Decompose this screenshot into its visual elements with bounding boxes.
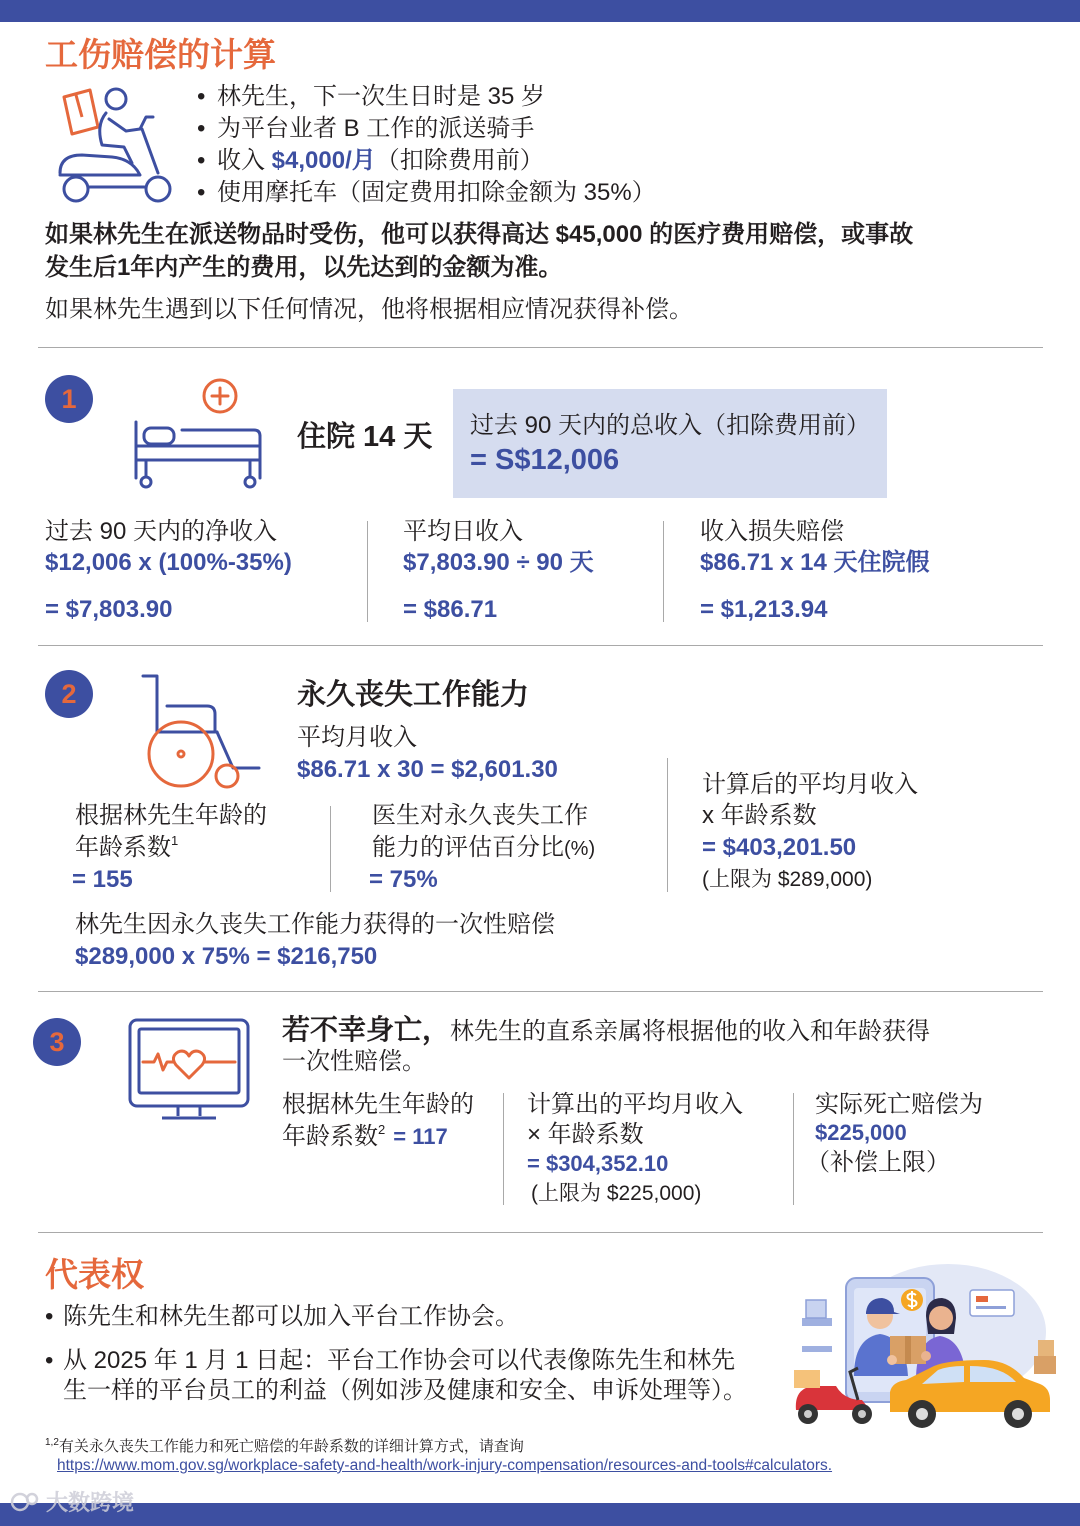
bed-shape bbox=[136, 422, 260, 487]
coin-icon bbox=[901, 1289, 923, 1311]
lump-sum-label: 林先生因永久丧失工作能力获得的一次性赔偿 bbox=[75, 911, 555, 938]
delivery-scene-illustration bbox=[788, 1260, 1060, 1432]
shelf-shape bbox=[802, 1300, 832, 1352]
monthly-income-value: $86.71 x 30 = $2,601.30 bbox=[297, 756, 558, 783]
parcel-shape bbox=[887, 1336, 931, 1365]
representation-item bbox=[45, 1301, 519, 1333]
medical-claim-statement: 如果林先生在派送物品时受伤，他可以获得高达 $45,000 的医疗费用赔偿，或事故 bbox=[45, 221, 914, 248]
section-number: 1 bbox=[45, 375, 93, 423]
bullet: • bbox=[45, 1347, 54, 1374]
hospital-bed-icon bbox=[130, 378, 265, 490]
footnote-text: 有关永久丧失工作能力和死亡赔偿的年龄系数的详细计算方式，请查询 bbox=[58, 1438, 524, 1455]
footnote-marker: 2 bbox=[378, 1122, 386, 1137]
age-factor-label: 根据林先生年龄的 bbox=[75, 802, 267, 829]
footnote-marker: 1,2 bbox=[45, 1437, 59, 1448]
income-loss-formula: $86.71 x 14 天住院假 bbox=[700, 549, 930, 576]
death-lead-text: 一次性赔偿。 bbox=[282, 1048, 426, 1075]
section-divider bbox=[38, 347, 1043, 348]
bullet: • bbox=[197, 179, 206, 206]
delivery-rider-icon bbox=[52, 83, 177, 208]
age-factor-label: 根据林先生年龄的 bbox=[282, 1091, 474, 1118]
bullet: • bbox=[197, 147, 206, 174]
profile-item bbox=[197, 177, 656, 209]
net-income-label: 过去 90 天内的净收入 bbox=[45, 518, 278, 545]
calculated-income-label: x 年龄系数 bbox=[702, 802, 817, 829]
calculated-income-value: = $304,352.10 bbox=[527, 1151, 669, 1176]
representation-text: 陈先生和林先生都可以加入平台工作协会。 bbox=[63, 1303, 519, 1330]
parcel-box-shape bbox=[64, 90, 98, 134]
death-compensation-value: $225,000 bbox=[815, 1120, 907, 1145]
calculators-link[interactable]: https://www.mom.gov.sg/workplace-safety-and-health/work-injury-compensation/resources-and-tools#calculators. bbox=[57, 1457, 833, 1474]
wheelchair-frame-shape bbox=[143, 676, 259, 768]
assessment-value: = 75% bbox=[369, 866, 438, 893]
section-divider bbox=[38, 1232, 1043, 1233]
column-divider bbox=[503, 1093, 504, 1205]
death-lead-text: 林先生的直系亲属将根据他的收入和年龄获得 bbox=[450, 1018, 931, 1045]
calculated-income-label: × 年龄系数 bbox=[527, 1121, 644, 1148]
section-number: 2 bbox=[45, 670, 93, 718]
profile-text: 收入 bbox=[217, 147, 272, 174]
daily-income-formula: $7,803.90 ÷ 90 天 bbox=[403, 549, 594, 576]
incapacity-title: 永久丧失工作能力 bbox=[297, 679, 530, 711]
column-divider bbox=[367, 521, 368, 622]
monitor-shape bbox=[130, 1020, 248, 1118]
profile-text: 林先生，下一次生日时是 35 岁 bbox=[217, 83, 546, 110]
watermark-text: 大数跨境 bbox=[46, 1490, 135, 1515]
cap-note: （补偿上限） bbox=[806, 1149, 950, 1176]
calculated-income-label: 计算后的平均月收入 bbox=[702, 771, 918, 798]
percent-unit: (%) bbox=[564, 838, 596, 860]
daily-income-result: = $86.71 bbox=[403, 596, 498, 623]
age-factor-text: 年龄系数 bbox=[75, 834, 171, 861]
column-divider bbox=[663, 521, 664, 622]
income-amount: $4,000/月 bbox=[271, 147, 376, 174]
representation-item bbox=[45, 1345, 735, 1377]
profile-item bbox=[197, 81, 545, 113]
profile-text: （扣除费用前） bbox=[375, 147, 544, 174]
rider-and-scooter-shape bbox=[60, 89, 170, 201]
calculated-income-label: 计算出的平均月收入 bbox=[527, 1091, 743, 1118]
column-divider bbox=[667, 758, 668, 892]
bottom-bar bbox=[0, 1503, 1080, 1526]
income-loss-label: 收入损失赔偿 bbox=[700, 518, 844, 545]
heartbeat-shape bbox=[143, 1051, 235, 1078]
age-factor-label bbox=[75, 832, 178, 864]
assessment-label: 医生对永久丧失工作 bbox=[372, 802, 588, 829]
gross-income-value: = S$12,006 bbox=[470, 444, 620, 476]
monthly-income-label: 平均月收入 bbox=[297, 724, 417, 751]
page-title: 工伤赔偿的计算 bbox=[45, 36, 276, 73]
assessment-label bbox=[372, 832, 595, 865]
representation-text: 生一样的平台员工的利益（例如涉及健康和安全、申诉处理等）。 bbox=[63, 1377, 747, 1404]
medical-cross-shape bbox=[204, 380, 236, 412]
profile-text: 使用摩托车（固定费用扣除金额为 35%） bbox=[217, 179, 656, 206]
column-divider bbox=[793, 1093, 794, 1205]
bullet: • bbox=[197, 83, 206, 110]
calculated-income-value: = $403,201.50 bbox=[702, 834, 857, 861]
profile-text: 为平台业者 B 工作的派送骑手 bbox=[217, 115, 535, 142]
footnote bbox=[45, 1437, 524, 1457]
net-income-result: = $7,803.90 bbox=[45, 596, 173, 623]
gross-income-label: 过去 90 天内的总收入（扣除费用前） bbox=[470, 412, 871, 439]
section-number: 3 bbox=[33, 1018, 81, 1066]
column-divider bbox=[330, 806, 331, 892]
death-compensation-label: 实际死亡赔偿为 bbox=[815, 1091, 983, 1118]
cap-note: (上限为 $289,000) bbox=[702, 868, 873, 891]
age-factor-text: 年龄系数 bbox=[282, 1123, 378, 1150]
representation-title: 代表权 bbox=[45, 1256, 144, 1293]
section-divider bbox=[38, 991, 1043, 992]
bullet: • bbox=[45, 1303, 54, 1330]
daily-income-label: 平均日收入 bbox=[403, 518, 523, 545]
cap-note: (上限为 $225,000) bbox=[531, 1182, 702, 1205]
profile-item bbox=[197, 145, 544, 177]
age-factor-label bbox=[282, 1121, 448, 1153]
payment-card-icon bbox=[970, 1290, 1014, 1316]
hospitalisation-title: 住院 14 天 bbox=[297, 421, 433, 453]
wheelchair-icon bbox=[135, 670, 265, 790]
profile-item bbox=[197, 113, 534, 145]
top-bar bbox=[0, 0, 1080, 22]
assessment-text: 能力的评估百分比 bbox=[372, 834, 564, 861]
net-income-formula: $12,006 x (100%-35%) bbox=[45, 549, 292, 576]
intro-note: 如果林先生遇到以下任何情况，他将根据相应情况获得补偿。 bbox=[45, 296, 693, 323]
age-factor-value: = 155 bbox=[72, 866, 133, 893]
representation-text: 从 2025 年 1 月 1 日起：平台工作协会可以代表像陈先生和林先 bbox=[63, 1347, 736, 1374]
age-factor-value: = 117 bbox=[393, 1124, 448, 1149]
income-loss-result: = $1,213.94 bbox=[700, 596, 828, 623]
medical-claim-statement: 发生后1年内产生的费用，以先达到的金额为准。 bbox=[45, 254, 563, 281]
section-divider bbox=[38, 645, 1043, 646]
heart-monitor-icon bbox=[128, 1018, 250, 1124]
watermark-logo-icon bbox=[10, 1491, 40, 1513]
bullet: • bbox=[197, 115, 206, 142]
footnote-marker: 1 bbox=[171, 833, 179, 848]
watermark bbox=[10, 1488, 134, 1518]
lump-sum-value: $289,000 x 75% = $216,750 bbox=[75, 943, 378, 970]
death-lead-bold: 若不幸身亡， bbox=[282, 1014, 451, 1045]
